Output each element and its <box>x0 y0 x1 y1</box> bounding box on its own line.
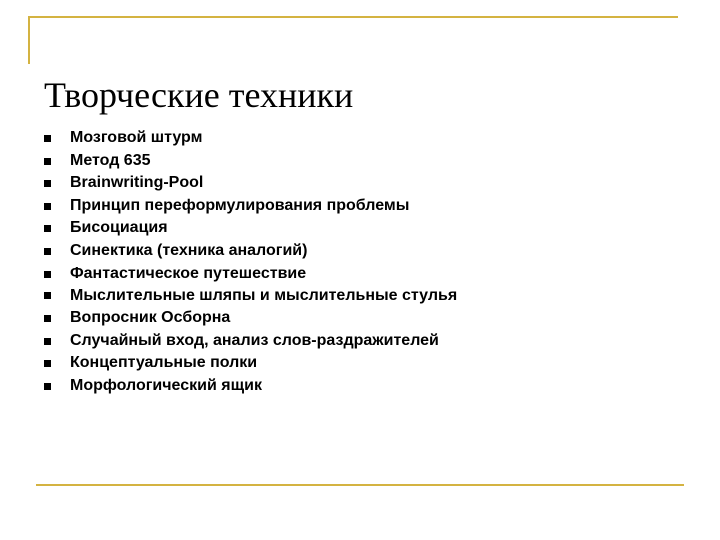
square-bullet-icon <box>44 158 51 165</box>
list-item-text: Фантастическое путешествие <box>70 264 307 282</box>
list-item <box>44 240 514 263</box>
list-item <box>44 195 514 218</box>
list-item-text: Принцип переформулирования проблемы <box>70 196 410 214</box>
square-bullet-icon <box>44 338 51 345</box>
list-item <box>44 285 514 307</box>
square-bullet-icon <box>44 271 51 278</box>
list-item-text: Синектика (техника аналогий) <box>70 241 308 259</box>
list-item <box>44 375 514 398</box>
list-item <box>44 263 514 286</box>
list-item-text: Метод 635 <box>70 151 151 169</box>
list-item <box>44 307 514 330</box>
frame-left-rule <box>28 16 30 64</box>
square-bullet-icon <box>44 135 51 142</box>
list-item-text: Бисоциация <box>70 219 168 237</box>
frame-bottom-rule <box>36 484 684 486</box>
list-item-text: Brainwriting-Pool <box>70 174 204 192</box>
frame-top-rule <box>28 16 678 18</box>
square-bullet-icon <box>44 292 51 299</box>
slide-title: Творческие техники <box>44 75 354 115</box>
list-item <box>44 330 514 353</box>
square-bullet-icon <box>44 203 51 210</box>
square-bullet-icon <box>44 225 51 232</box>
list-item-text: Концептуальные полки <box>70 354 258 372</box>
list-item-text: Вопросник Осборна <box>70 309 231 327</box>
square-bullet-icon <box>44 248 51 255</box>
list-item-text: Мыслительные шляпы и мыслительные стулья <box>70 287 458 305</box>
list-item <box>44 172 514 195</box>
bullet-list <box>44 127 514 398</box>
list-item <box>44 352 514 375</box>
square-bullet-icon <box>44 383 51 390</box>
list-item-text: Случайный вход, анализ слов-раздражителей <box>70 331 439 349</box>
square-bullet-icon <box>44 315 51 322</box>
list-item <box>44 127 514 150</box>
list-item <box>44 217 514 240</box>
list-item <box>44 150 514 173</box>
square-bullet-icon <box>44 180 51 187</box>
list-item-text: Морфологический ящик <box>70 376 262 394</box>
list-item-text: Мозговой штурм <box>70 129 203 146</box>
square-bullet-icon <box>44 360 51 367</box>
